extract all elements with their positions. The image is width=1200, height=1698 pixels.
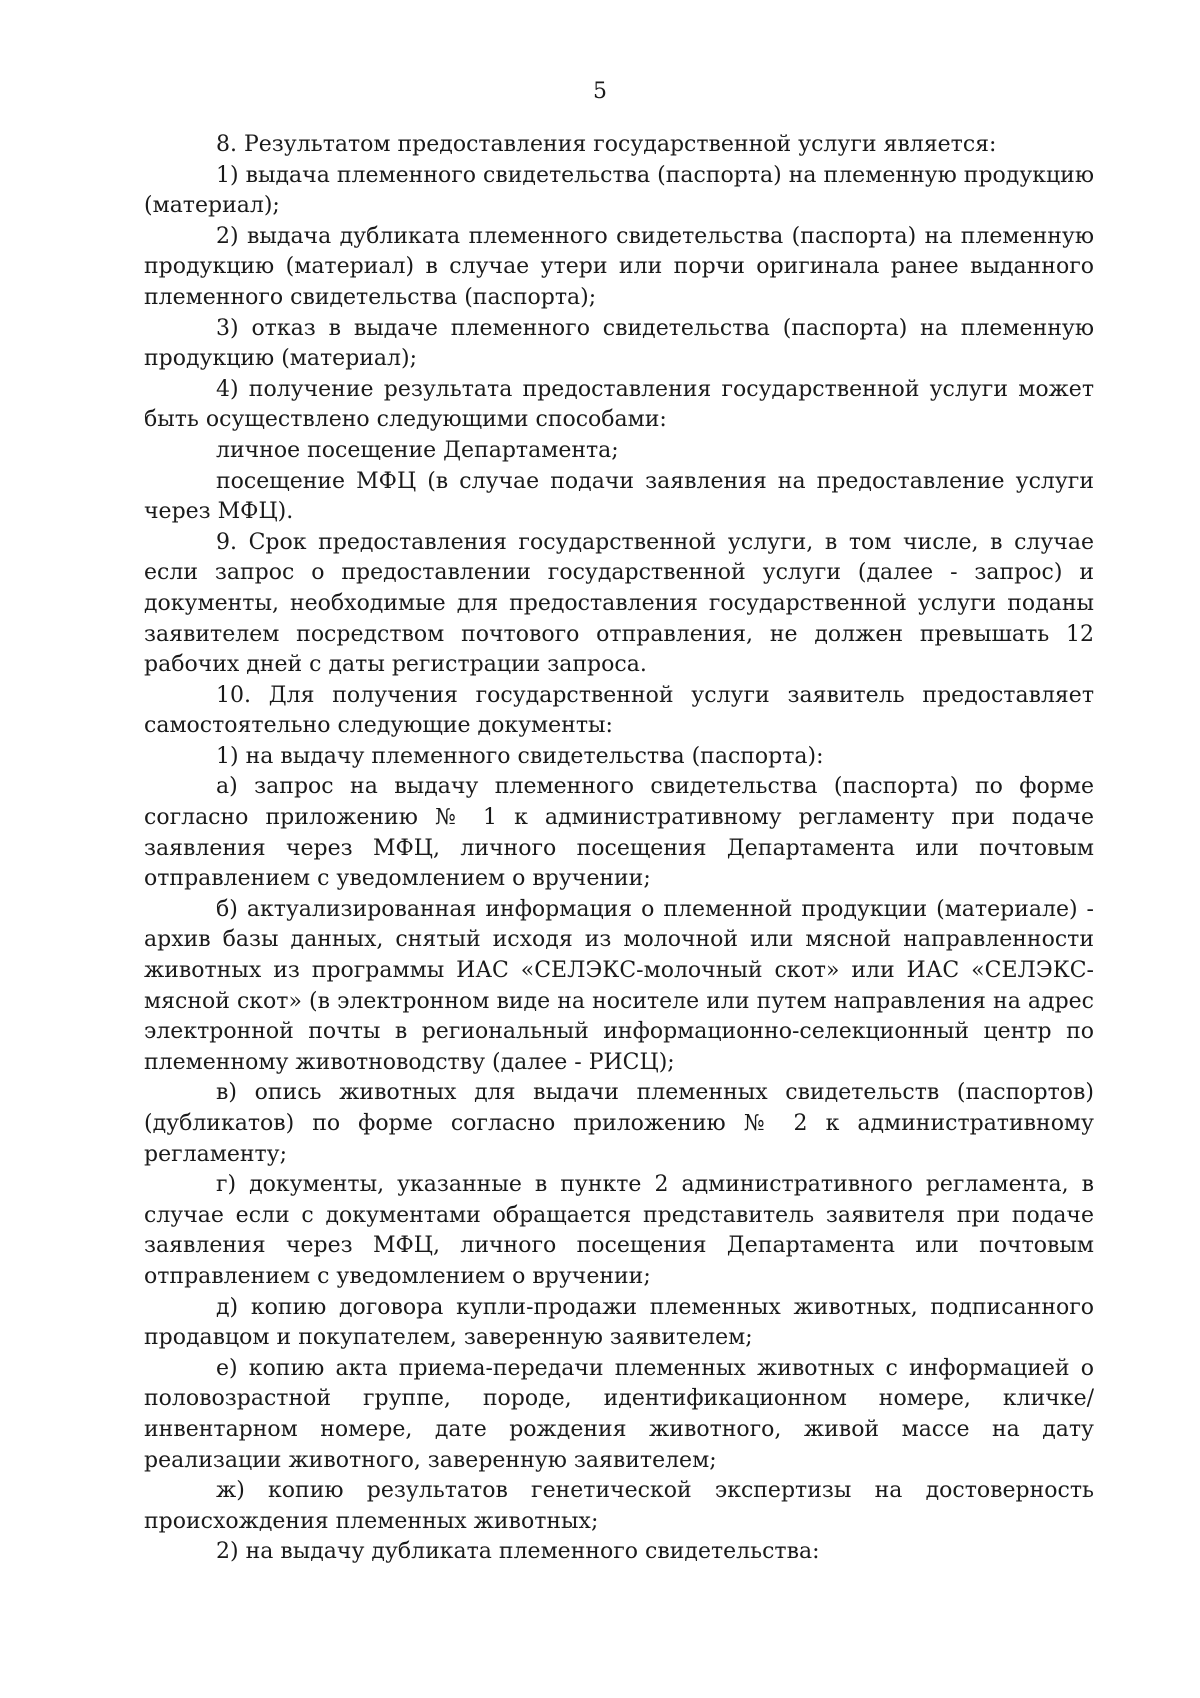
page-number: 5 — [593, 79, 607, 104]
document-body — [144, 130, 1094, 1568]
method-mfc-visit: посещение МФЦ (в случае подачи заявления на предоставление услуги через МФЦ). — [144, 468, 1094, 525]
paragraph-8-item-1: 1) выдача племенного свидетельства (паспорта) на племенную продукцию (материал); — [144, 162, 1094, 219]
list-item-d: д) копию договора купли-продажи племенных животных, подписанного продавцом и покупателем, заверенную заявителем; — [144, 1294, 1094, 1351]
list-item-zh: ж) копию результатов генетической экспертизы на достоверность происхождения племенных животных; — [144, 1478, 1094, 1534]
paragraph-8-item-2: 2) выдача дубликата племенного свидетельства (паспорта) на племенную продукцию (материал) в случае утери или порчи оригинала ранее выданного племенного свидетельства (паспорта); — [144, 223, 1094, 310]
paragraph-9: 9. Срок предоставления государственной услуги, в том числе, в случае если запрос о предоставлении государственной услуги (далее - запрос) и документы, необходимые для предоставления государственной услуги поданы заявителем посредством почтового отправления, не должен превышать 12 рабочих дней с даты регистрации запроса. — [144, 529, 1094, 678]
list-item-a: а) запрос на выдачу племенного свидетельства (паспорта) по форме согласно приложению № 1 к административному регламенту при подаче заявления через МФЦ, личного посещения Департамента или почтовым отправлением с уведомлением о вручении; — [144, 774, 1094, 892]
list-item-e: е) копию акта приема-передачи племенных животных с информацией о половозрастной группе, породе, идентификационном номере, кличке/инвентарном номере, дате рождения животного, живой массе на дату реализации животного, заверенную заявителем; — [144, 1355, 1094, 1473]
paragraph-10-item-2: 2) на выдачу дубликата племенного свидетельства: — [216, 1539, 820, 1565]
paragraph-10-item-1: 1) на выдачу племенного свидетельства (паспорта): — [216, 743, 824, 769]
paragraph-8-item-3: 3) отказ в выдаче племенного свидетельства (паспорта) на племенную продукцию (материал); — [144, 315, 1094, 372]
paragraph-8: 8. Результатом предоставления государственной услуги является: — [216, 132, 997, 157]
list-item-g: г) документы, указанные в пункте 2 административного регламента, в случае если с документами обращается представитель заявителя при подаче заявления через МФЦ, личного посещения Департамента или почтовым отправлением с уведомлением о вручении; — [144, 1172, 1094, 1289]
list-item-v: в) опись животных для выдачи племенных свидетельств (паспортов) (дубликатов) по форме согласно приложению № 2 к административному регламенту; — [144, 1080, 1094, 1167]
list-item-b: б) актуализированная информация о племенной продукции (материале) - архив базы данных, снятый исходя из молочной или мясной направленности животных из программы ИАС «СЕЛЭКС-молочный скот» или ИАС «СЕЛЭКС-мясной скот» (в электронном виде на носителе или путем направления на адрес электронной почты в региональный информационно-селекционный центр по племенному животноводству (далее - РИСЦ); — [144, 896, 1094, 1075]
paragraph-10: 10. Для получения государственной услуги заявитель предоставляет самостоятельно следующие документы: — [144, 682, 1094, 739]
method-personal-visit: личное посещение Департамента; — [216, 437, 619, 463]
paragraph-8-item-4: 4) получение результата предоставления государственной услуги может быть осуществлено следующими способами: — [144, 376, 1094, 433]
